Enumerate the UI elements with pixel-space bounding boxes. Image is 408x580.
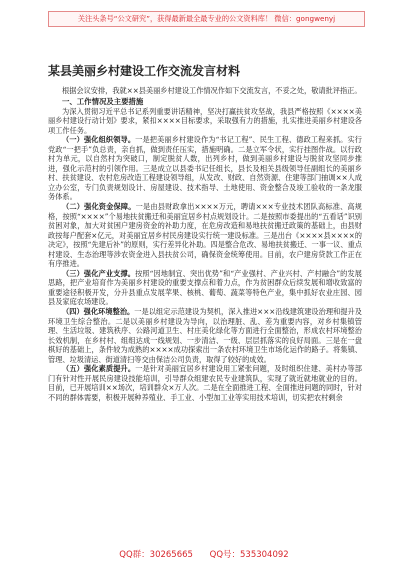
contact-footer: [0, 548, 408, 560]
subsection-body: 一是由县财政拿出××××万元，聘请×××专业技术团队高标准、高规格，按照“××××”个易地扶贫搬迁和美丽宜居乡村点规划设计。二是按照市委提出的“五看话”识别贫困对象，加大对贫困户建房资金的补助力度，在危房改造和易地扶贫搬迁政策的基础上，由县财政按每户配套×亿元，对美丽宜居乡村民房建设实行统一建设标准。三是出台《××××县××××的决定》，按照“先建后补”的原则，实行差异化补助。四是整合危改、易地扶贫搬迁、一事一议、重点村建设、生态治理等涉农资金进入县扶贫公司，确保资金统筹使用。目前，农户建房贷款工作正在有序推进。: [48, 202, 362, 269]
subsection-heading: （四）强化环境整治。: [62, 307, 135, 317]
subsection-funding: [48, 202, 362, 269]
subsection-body: 按照“因地制宜、突出优势”和“产业强村、产业兴村、产村融合”的发展思路，把产业培育作为美丽乡村建设的重要支撑点和着力点，作为贫困群众后续发展和增收致富的重要途径积极开发，分升县重点发展苹果、核桃、葡萄、蔬菜等特色产业，集中抓好农业庄园、园县及家庭农场建设。: [48, 268, 362, 307]
intro-paragraph: 根据会议安排，我就××县美丽乡村建设工作情况作如下交流发言，不妥之处，敬请批评指正。: [62, 86, 362, 95]
qq-number-text: QQ号：535304092: [209, 550, 289, 560]
subsection-heading: （五）强化素质提升。: [62, 364, 136, 374]
section-heading: 一、工作情况及主要措施: [62, 96, 144, 106]
subsection-body: 一是把美丽乡村建设作为“书记工程”、民生工程、德政工程来抓。实行党政“一把手”负总责，亲自抓，做到责任压实，措施明确。二是立军令状，实行挂图作战。以行政村为单元，以自然村为突破口，制定脱贫人数，出列乡村，做到美丽乡村建设与脱贫攻坚同步推进，强化示范村的引领作用。三是成立以县委书记任组长，县长及相关县级领导任副组长的美丽乡村、扶贫建设、农村危房改造工程建设领导组，从发改、财政、自然资源、住建等部门抽调××人成立办公室，专门负责规划设计、房屋建设、技术指导、土地使用、资金整合及竣工验收的一条龙服务体系。: [48, 135, 362, 202]
subsection-heading: （二）强化资金保障。: [62, 202, 136, 212]
subsection-body: 一是针对美丽宜居乡村建设用工紧张问题，及时组织住建、美村办等部门有针对性开展民房建设技能培训，引导群众组建农民专业建筑队，实现了就近就地就业的目的。目前，已开展培训××场次，培训群众×万人次。二是在全面推进工程、全面推进问题的同时，针对不同的群体需要，积极开展种养殖业、手工业、小型加工业等实用技术培训，切实把农村剩余: [48, 364, 362, 402]
qq-group-text: QQ群：30265665: [119, 550, 193, 560]
subsection-organization: [48, 135, 362, 202]
subsection-environment: [48, 307, 362, 364]
subsection-industry: [48, 269, 362, 307]
subsection-heading: （一）强化组织领导。: [62, 135, 136, 145]
subsection-heading: （三）强化产业支撑。: [62, 268, 136, 278]
overview-paragraph: 为深入贯彻习近平总书记系列重要讲话精神，坚决打赢扶贫攻坚战，我县严格按照《××××美丽乡村建设行动计划》要求，紧扣××××目标要求，采取强有力的措施，扎实推进美丽乡村建设各项工作任务。: [48, 106, 362, 135]
document-page: [48, 62, 362, 403]
subsection-body: 一是以组定示范建设为契机，深入推进×××沿线建筑建设治理和提升及环境卫生综合整治。二是以美丽乡村建设为导向，以治理脏、乱、差为重要内容，对乡村集镇管理、生活垃圾、建筑秩序、公路河道卫生、村庄美化绿化等方面进行全面整治，形成农村环境整治长效机制，在乡村村、组组达成一线规划、一步清洁、一级、层层抓落实的良好局面。三是在一盘棋好的基础上，条件较为成熟的××××成功探索出一条农村环境卫生市场化运作的路子。将集镇、管理、垃圾清运、街道清扫等交由保洁公司负责，取得了较好的成效。: [48, 307, 362, 364]
subsection-quality: [48, 364, 362, 402]
promo-banner: [48, 11, 365, 27]
promo-banner-text: 关注头条号“公文研究”，获得最新最全最专业的公文资料库！ 微信：gongwenyj: [77, 14, 336, 23]
document-title: 某县美丽乡村建设工作交流发言材料: [48, 64, 241, 78]
